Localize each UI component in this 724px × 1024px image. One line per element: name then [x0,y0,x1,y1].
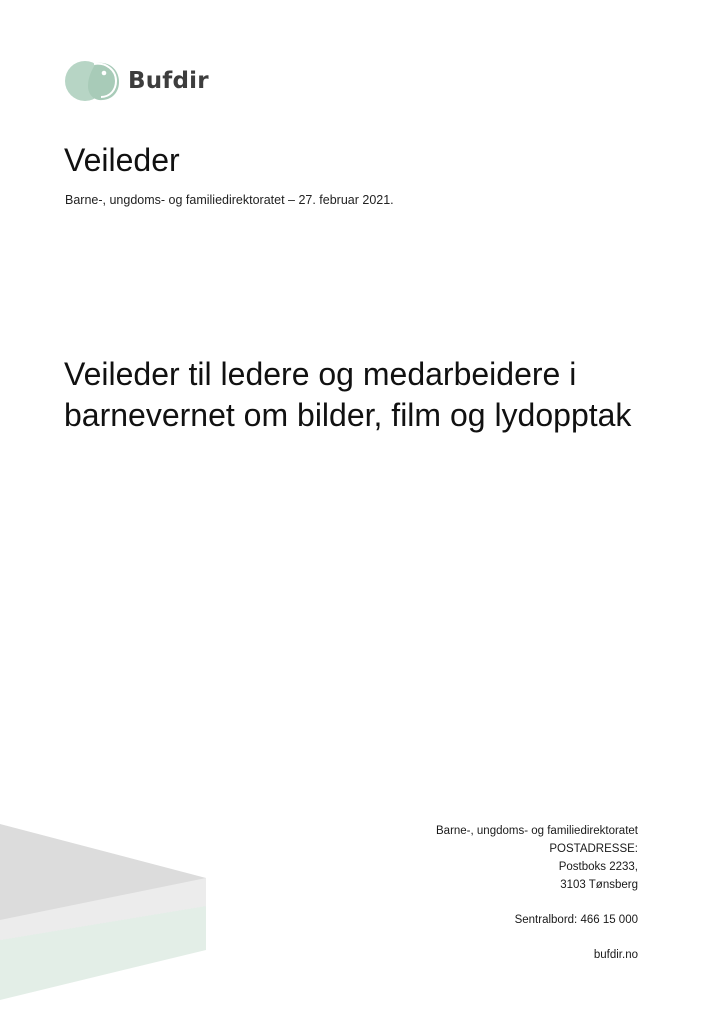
logo-text: Bufdir [128,68,209,94]
document-title: Veileder til ledere og medarbeidere i barnevernet om bilder, film og lydopptak [64,356,632,433]
address-block [436,822,638,964]
decorative-shapes [0,810,210,1005]
address-organization: Barne-, ungdoms- og familiedirektoratet [436,825,638,837]
address-postbox: Postboks 2233, [558,861,638,873]
bufdir-faces-icon [64,60,120,102]
address-website: bufdir.no [593,949,638,961]
document-type: Veileder [64,142,180,178]
document-subtitle: Barne-, ungdoms- og familiedirektoratet – 27. februar 2021. [65,193,394,207]
address-city: 3103 Tønsberg [560,879,638,891]
bufdir-logo [64,60,209,102]
address-postal-label: POSTADRESSE: [549,843,638,855]
address-phone: Sentralbord: 466 15 000 [514,914,638,926]
